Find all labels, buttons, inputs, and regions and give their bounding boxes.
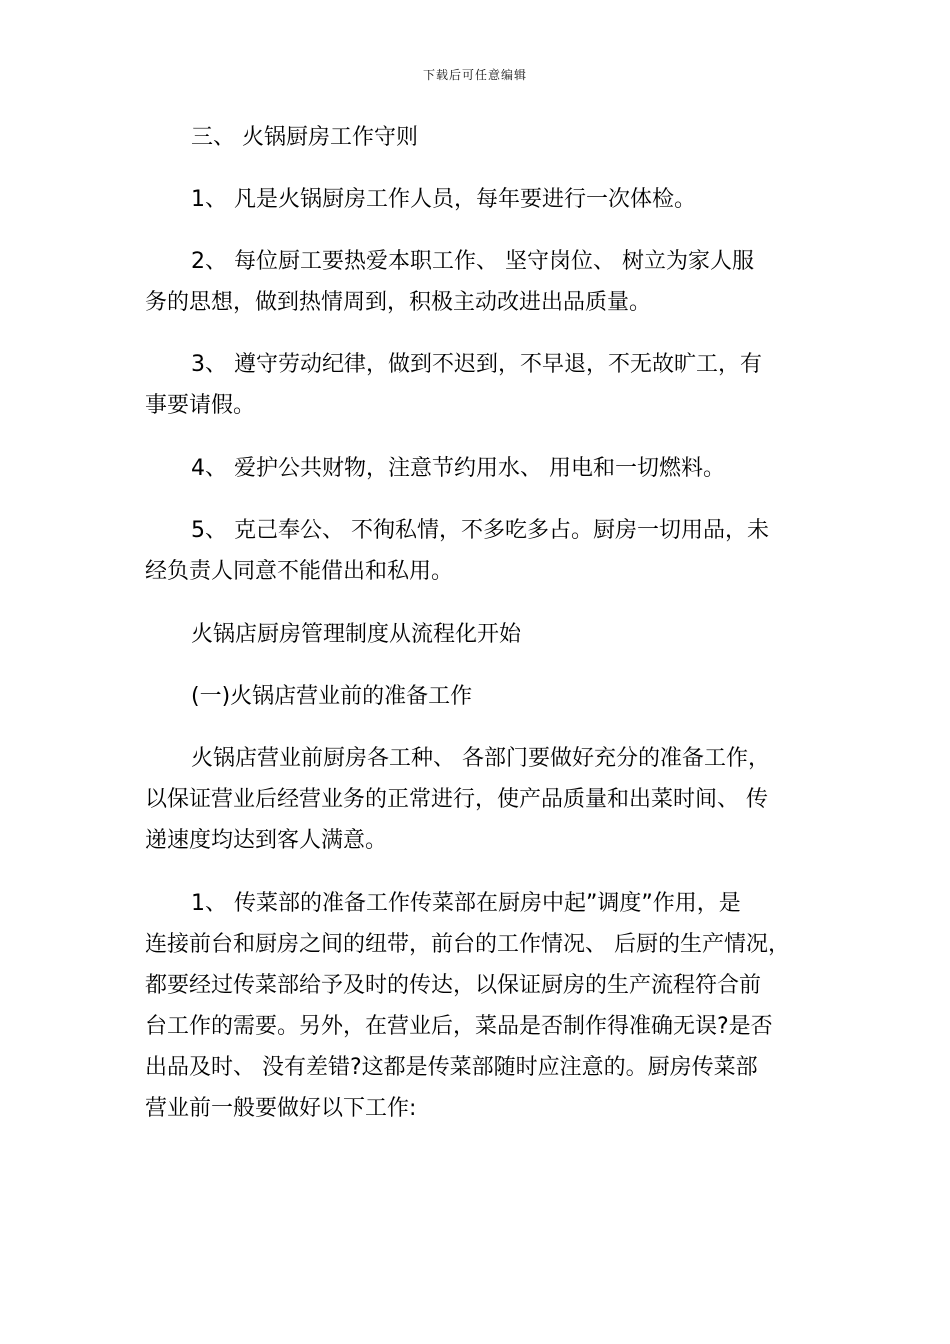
rule-2 — [145, 241, 815, 323]
text-line: 2、 每位厨工要热爱本职工作、 坚守岗位、 树立为家人服 — [191, 249, 754, 274]
text-line: 1、 传菜部的准备工作传菜部在厨房中起”调度”作用，是 — [191, 891, 741, 916]
text-line: 火锅店厨房管理制度从流程化开始 — [191, 622, 522, 647]
subheading-preparation — [145, 676, 815, 717]
text-line: 事要请假。 — [145, 393, 256, 418]
text-line: 5、 克己奉公、 不徇私情，不多吃多占。厨房一切用品，未 — [191, 518, 769, 543]
preparation-paragraph — [145, 738, 815, 861]
text-line: 1、 凡是火锅厨房工作人员，每年要进行一次体检。 — [191, 187, 696, 212]
text-line: 以保证营业后经营业务的正常进行，使产品质量和出菜时间、 传 — [145, 787, 768, 812]
text-line: (一)火锅店营业前的准备工作 — [191, 684, 473, 709]
rule-4 — [145, 448, 815, 489]
text-line: 务的思想，做到热情周到，积极主动改进出品质量。 — [145, 290, 652, 315]
text-line: 出品及时、 没有差错?这都是传菜部随时应注意的。厨房传菜部 — [145, 1055, 758, 1080]
rule-3 — [145, 344, 815, 426]
rule-5 — [145, 510, 815, 592]
text-line: 都要经过传菜部给予及时的传达，以保证厨房的生产流程符合前 — [145, 973, 762, 998]
text-line: 连接前台和厨房之间的纽带，前台的工作情况、 后厨的生产情况， — [145, 932, 790, 957]
text-line: 火锅店营业前厨房各工种、 各部门要做好充分的准备工作， — [191, 746, 770, 771]
subheading-management — [145, 614, 815, 655]
section-heading — [145, 117, 815, 158]
text-line: 3、 遵守劳动纪律，做到不迟到，不早退，不无故旷工，有 — [191, 352, 762, 377]
text-line: 三、 火锅厨房工作守则 — [191, 125, 418, 150]
text-line: 营业前一般要做好以下工作: — [145, 1096, 417, 1121]
delivery-dept-paragraph — [145, 883, 815, 1129]
text-line: 递速度均达到客人满意。 — [145, 828, 388, 853]
page-header: 下载后可任意编辑 — [422, 68, 527, 82]
rule-1 — [145, 179, 815, 220]
text-line: 4、 爱护公共财物，注意节约用水、 用电和一切燃料。 — [191, 456, 725, 481]
text-line: 经负责人同意不能借出和私用。 — [145, 559, 454, 584]
text-line: 台工作的需要。另外，在营业后，菜品是否制作得准确无误?是否 — [145, 1014, 773, 1039]
